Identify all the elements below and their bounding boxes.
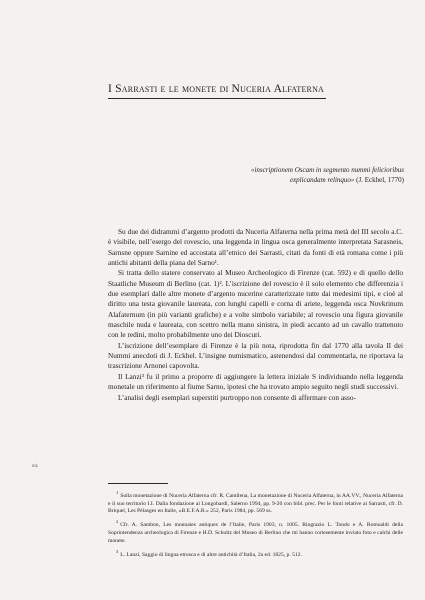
footnote-number: 2: [116, 519, 119, 525]
footnote-text: Sulla monetazione di Nuceria Alfaterna cfr. R. Cantilena, La monetazione di Nuceria Alfaterna, in AA.VV., Nuceria Alfaterna e il suo territorio I.I. Dalla fondazione ai Longobardi, Salerno 1994, pp. 9-20 con bibl. prec. Per le fonti relative ai Sarrasti, cfr. D. Briquel, Les Pélasges en Italie, «B.E.F.A.R.» 252, Paris 1984, pp. 569 ss.: [108, 492, 403, 515]
body-text: [108, 227, 403, 403]
footnote-separator: [108, 483, 168, 484]
title-underline: [108, 98, 326, 99]
footnote-number: 3: [116, 548, 119, 554]
chapter-title: I Sarrasti e le monete di Nuceria Alfaterna: [108, 82, 325, 95]
footnote: [108, 548, 403, 560]
epigraph-quote-line-1: «inscriptionem Oscam in segmento nummi felicioribus: [250, 166, 404, 174]
epigraph: [196, 165, 404, 186]
paragraph: L’iscrizione dell’esemplare di Firenze è la più nota, riprodotta fin dal 1770 alla tavola II dei Nummi anecdoti di J. Eckhel. L’insigne numismatico, astenendosi dal commentarla, ne riportava la trascrizione Arnonei capovolta.: [108, 340, 403, 371]
footnote: [108, 489, 403, 516]
footnotes: [108, 489, 403, 561]
paragraph: Si tratta dello statere conservato al Museo Archeologico di Firenze (cat. 592) e di quello dello Staatliche Museum di Berlino (cat. 1)². L’iscrizione del rovescio è il solo elemento che differenzia i due esemplari dalle altre monete d’argento nucerine caratterizzate tutte dai medesimi tipi, e cioè al diritto una testa giovanile laureata, con lunghi capelli e corna di ariete, leggenda osca Nuvkrinum Alafaternum (in più varianti grafiche) e a volte simbolo variabile; al rovescio una figura giovanile maschile nuda e laureata, con scettro nella mano sinistra, in piedi accanto ad un cavallo trattenuto con le redini, molto probabilmente uno dei Dioscuri.: [108, 268, 403, 340]
epigraph-quote-line-2: explicandam relinquo»: [289, 176, 355, 185]
footnote-text: L. Lanzi, Saggio di lingua etrusca e di altre antichità d’Italia, 2a ed. 1825, p. 512.: [120, 551, 302, 558]
footnote-number: 1: [116, 490, 119, 495]
paragraph: Il Lanzi³ fu il primo a proporre di aggiungere la lettera iniziale S individuando nella leggenda monetale un riferimento al fiume Sarno, ipotesi che ha trovato ampio seguito negli studi successivi.: [108, 371, 403, 392]
margin-mark: s/a: [32, 464, 38, 469]
footnote-text: Cfr. A. Sambon, Les monnaies antiques de l’Italie, Paris 1903, n. 1005. Ringrazio L. Tondo e A. Romualdi della Soprintendenza archeologica di Firenze e H.D. Schultz del Museo di Berlino che mi hanno cortesemente inviato foto e calchi delle monete.: [108, 522, 403, 544]
paragraph: Su due dei didrammi d’argento prodotti da Nuceria Alfaterna nella prima metà del III secolo a.C. è visibile, nell’esergo del rovescio, una leggenda in lingua osca generalmente interpretata Sarasneis, Sarnsne oppure Sarnine ed accostata all’etnico dei Sarrasti, citati da fonti di età romana come i più antichi abitanti della piana del Sarno¹.: [108, 227, 403, 268]
epigraph-attribution: (J. Eckhel, 1770): [354, 176, 404, 185]
paragraph: L’analisi degli esemplari superstiti purtroppo non consente di affermare con asso-: [118, 392, 356, 402]
footnote: [108, 518, 403, 545]
